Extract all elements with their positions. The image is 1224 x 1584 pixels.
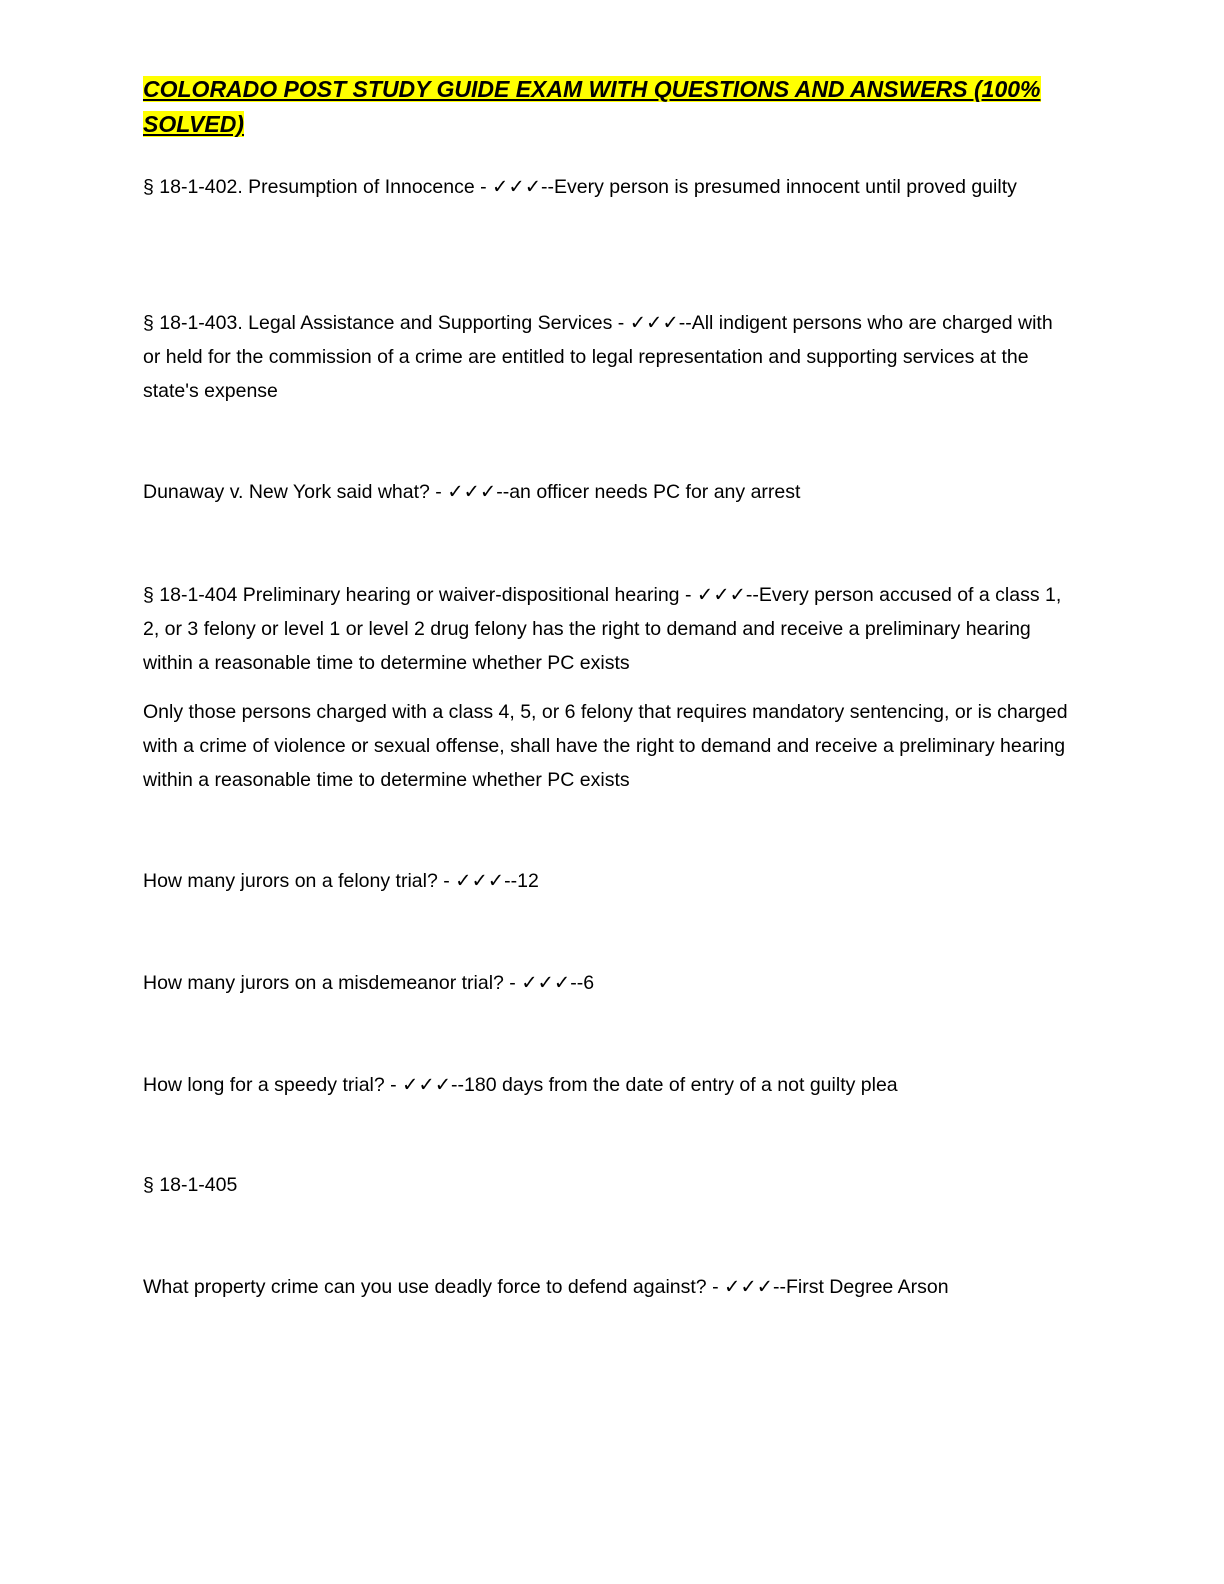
paragraph-legal-assistance: § 18-1-403. Legal Assistance and Supporting Services - ✓✓✓--All indigent persons who are charged with or held for the commission of a crime are entitled to legal representation and supporting services at the state's expense — [143, 312, 1053, 402]
paragraph-felony-jurors: How many jurors on a felony trial? - ✓✓✓--12 — [143, 870, 539, 892]
paragraph-deadly-force-property: What property crime can you use deadly force to defend against? - ✓✓✓--First Degree Arson — [143, 1276, 949, 1298]
paragraph-class-4-5-6-felony: Only those persons charged with a class 4, 5, or 6 felony that requires mandatory sentencing, or is charged with a crime of violence or sexual offense, shall have the right to demand and receive a preliminary hearing within a reasonable time to determine whether PC exists — [143, 701, 1068, 791]
document-title — [143, 72, 1073, 142]
paragraph-misdemeanor-jurors: How many jurors on a misdemeanor trial? - ✓✓✓--6 — [143, 972, 595, 994]
paragraph-dunaway-v-new-york: Dunaway v. New York said what? - ✓✓✓--an officer needs PC for any arrest — [143, 481, 801, 503]
paragraph-preliminary-hearing: § 18-1-404 Preliminary hearing or waiver-dispositional hearing - ✓✓✓--Every person accused of a class 1, 2, or 3 felony or level 1 or level 2 drug felony has the right to demand and receive a preliminary hearing within a reasonable time to determine whether PC exists — [143, 584, 1062, 674]
paragraph-presumption-of-innocence: § 18-1-402. Presumption of Innocence - ✓✓✓--Every person is presumed innocent until proved guilty — [143, 176, 1017, 198]
paragraph-speedy-trial: How long for a speedy trial? - ✓✓✓--180 days from the date of entry of a not guilty plea — [143, 1074, 898, 1096]
paragraph-section-18-1-405: § 18-1-405 — [143, 1174, 238, 1196]
title-highlight: COLORADO POST STUDY GUIDE EXAM WITH QUESTIONS AND ANSWERS (100% SOLVED) — [143, 76, 1041, 137]
